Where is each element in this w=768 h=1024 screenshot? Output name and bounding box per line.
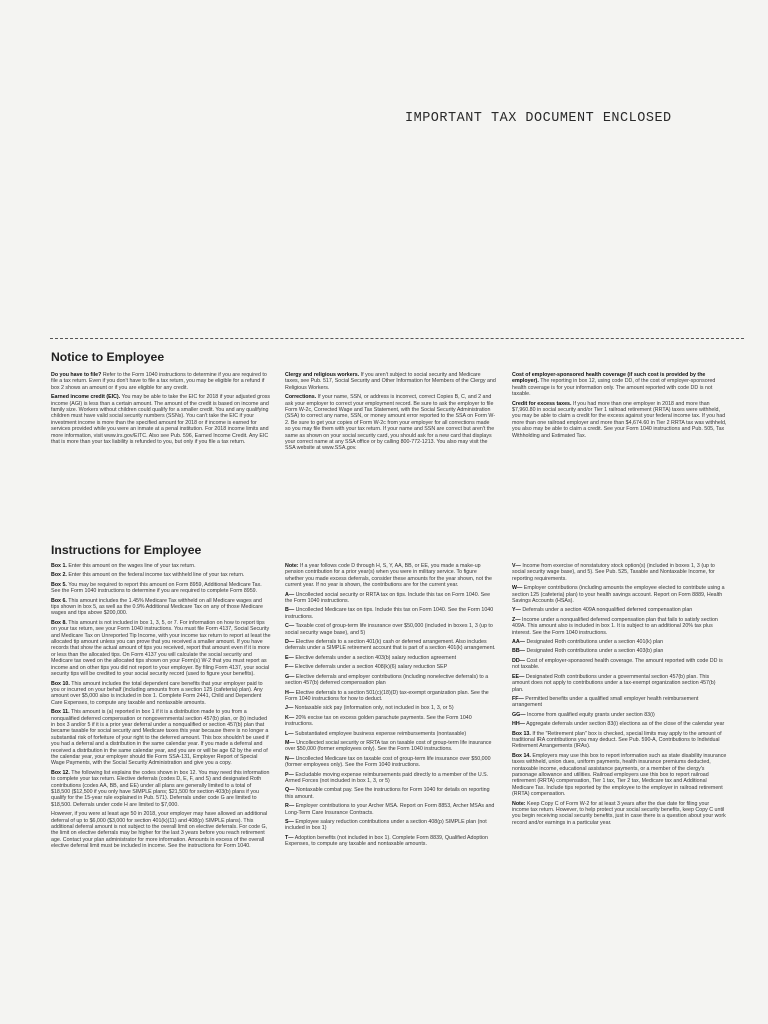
dashed-cut-line	[50, 338, 744, 339]
paragraph-text: Elective deferrals to a section 401(k) cash or deferred arrangement. Also includes deferrals under a SIMPLE retirement account that is part of a section 401(k) arrangement.	[285, 639, 496, 652]
paragraph	[512, 648, 727, 654]
paragraph	[512, 658, 727, 671]
paragraph	[51, 770, 271, 808]
paragraph	[512, 617, 727, 636]
paragraph-lead: Q—	[285, 787, 295, 794]
paragraph	[285, 705, 496, 711]
paragraph-text: Substantiated employee business expense reimbursements (nontaxable)	[295, 730, 467, 737]
paragraph-text: Adoption benefits (not included in box 1). Complete Form 8839, Qualified Adoption Expenses, to compute any taxable and nontaxable amounts.	[285, 834, 488, 848]
paragraph	[285, 835, 496, 848]
paragraph-text: Employers may use this box to report information such as state disability insurance taxes withheld, union dues, uniform payments, health insurance premiums deducted, nontaxable income, educational assistance payments, or a member of the clergy's parsonage allowance and utilities. Railroad employers use this box to report railroad retirement (RRTA) compensation, Tier 1 tax, Tier 2 tax, Medicare tax and Additional Medicare Tax. Include tips reported by the employee to the employer in railroad retirement (RRTA) compensation.	[512, 752, 727, 798]
paragraph	[512, 639, 727, 645]
paragraph	[285, 394, 496, 452]
paragraph	[512, 372, 727, 398]
instructions-col-2	[285, 563, 496, 851]
paragraph-lead: D—	[285, 639, 295, 646]
paragraph-text: The reporting in box 12, using code DD, of the cost of employer-sponsored health coverage is for your information only. The amount reported with code DD is not taxable.	[512, 378, 716, 398]
paragraph	[285, 756, 496, 769]
paragraph-lead: W—	[512, 585, 523, 592]
paragraph-text: Nontaxable combat pay. See the instructions for Form 1040 for details on reporting this amount.	[285, 787, 490, 800]
paragraph	[285, 563, 496, 589]
paragraph-lead: Note:	[512, 800, 526, 807]
paragraph-lead: K—	[285, 714, 295, 721]
paragraph-lead: DD—	[512, 657, 525, 664]
paragraph	[285, 740, 496, 753]
notice-col-2	[285, 372, 496, 455]
paragraph-text: Nontaxable sick pay (information only, not included in box 1, 3, or 5)	[294, 705, 454, 712]
paragraph-text: This amount includes the 1.45% Medicare Tax withheld on all Medicare wages and tips shown in box 5, as well as the 0.9% Additional Medicare Tax on any of those Medicare wages and tips above $200,000.	[51, 597, 263, 617]
paragraph-text: Employer contributions to your Archer MSA. Report on Form 8853, Archer MSAs and Long-Term Care Insurance Contracts.	[285, 803, 495, 816]
paragraph	[512, 801, 727, 827]
paragraph-text: Designated Roth contributions under a governmental section 457(b) plan. This amount does not apply to contributions under a tax-exempt organization section 457(b) plan.	[512, 673, 716, 693]
paragraph	[512, 401, 727, 439]
paragraph-text: Uncollected Medicare tax on taxable cost of group-term life insurance over $50,000 (former employees only). See the Form 1040 instructions.	[285, 755, 491, 769]
paragraph-text: Refer to the Form 1040 instructions to determine if you are required to file a tax return. Even if you don't have to file a tax return, you may be eligible for a refund if box 2 shows an amount or if you are eligible for any credit.	[51, 372, 267, 391]
paragraph-lead: Box 13.	[512, 730, 531, 737]
paragraph-text: Elective deferrals to a section 501(c)(18)(D) tax-exempt organization plan. See the Form 1040 instructions for how to deduct.	[285, 689, 489, 702]
paragraph-text: Employee salary reduction contributions under a section 408(p) SIMPLE plan (not included in box 1)	[285, 819, 487, 832]
paragraph-lead: Box 1.	[51, 563, 67, 569]
paragraph-lead: V—	[512, 563, 521, 569]
paragraph	[285, 664, 496, 670]
paragraph	[285, 623, 496, 636]
paragraph-text: Income under a nonqualified deferred compensation plan that fails to satisfy section 409A. This amount also is included in box 1. It is subject to an additional 20% tax plus interest. See the Form 1040 instructions.	[512, 616, 718, 636]
paragraph-text: Elective deferrals under a section 408(k)(6) salary reduction SEP	[295, 664, 448, 671]
paragraph-lead: Earned income credit (EIC).	[51, 394, 121, 401]
paragraph	[285, 787, 496, 800]
paragraph-lead: R—	[285, 803, 295, 810]
instructions-title: Instructions for Employee	[51, 543, 202, 557]
paragraph	[285, 639, 496, 652]
paragraph	[51, 620, 271, 678]
paragraph	[51, 572, 271, 578]
paragraph	[285, 592, 496, 605]
paragraph	[285, 803, 496, 816]
paragraph-lead: P—	[285, 771, 294, 778]
paragraph	[51, 598, 271, 617]
paragraph	[285, 715, 496, 728]
paragraph-lead: M—	[285, 739, 295, 746]
paragraph-lead: EE—	[512, 673, 525, 680]
paragraph-lead: Credit for excess taxes.	[512, 400, 572, 407]
paragraph-lead: Box 2.	[51, 572, 67, 579]
paragraph-lead: Clergy and religious workers.	[285, 372, 360, 378]
paragraph-text: Keep Copy C of Form W-2 for at least 3 years after the due date for filing your income tax return. However, to help protect your social security benefits, keep Copy C until you begin receiving social security benefits, just in case there is a question about your work record and/or earnings in a particular year.	[512, 800, 726, 826]
paragraph	[512, 674, 727, 693]
paragraph-lead: J—	[285, 705, 294, 712]
paragraph-lead: G—	[285, 673, 295, 680]
paragraph	[51, 563, 271, 569]
paragraph-lead: Corrections.	[285, 394, 317, 401]
paragraph-lead: F—	[285, 664, 294, 671]
paragraph-text: Income from exercise of nonstatutory stock option(s) (included in boxes 1, 3 (up to social security wage base), and 5). See Pub. 525, Taxable and Nontaxable Income, for reporting requirements.	[512, 563, 715, 582]
paragraph	[51, 709, 271, 767]
paragraph	[512, 712, 727, 718]
paragraph-lead: C—	[285, 623, 295, 630]
important-document-header: IMPORTANT TAX DOCUMENT ENCLOSED	[405, 111, 672, 126]
paragraph-text: Income from qualified equity grants under section 83(i)	[527, 711, 655, 718]
paragraph	[285, 690, 496, 703]
paragraph	[51, 372, 271, 391]
paragraph-lead: T—	[285, 834, 294, 841]
instructions-col-1	[51, 563, 271, 853]
paragraph	[285, 772, 496, 785]
paragraph-lead: Box 6.	[51, 597, 67, 604]
paragraph-lead: Y—	[512, 607, 521, 614]
paragraph-lead: N—	[285, 755, 295, 762]
paragraph-text: This amount is not included in box 1, 3, 5, or 7. For information on how to report tips on your tax return, see your Form 1040 instructions. You must file Form 4137, Social Security and Medicare Tax on Unreported Tip Income, with your income tax return to report at least the allocated tip amount unless you can prove that you received a smaller amount. If you have records that show the actual amount of tips you received, report that amount even if it is more or less than the allocated tips. On Form 4137 you will calculate the social security and Medicare tax owed on the allocated tips shown on your Form(s) W-2 that you must report as income and on other tips you did not report to your employer. By filing Form 4137, your social security tips will be credited to your social security record (used to figure your benefits).	[51, 619, 271, 678]
paragraph-lead: Box 14.	[512, 752, 531, 759]
paragraph-text: You may be able to take the EIC for 2018 if your adjusted gross income (AGI) is less than a certain amount. The amount of the credit is based on income and family size. Workers without children could qualify for a smaller credit. You and any qualifying children must have valid social security numbers (SSNs). You can't take the EIC if your investment income is more than the specified amount for 2018 or if income is earned for services provided while you were an inmate at a penal institution. For 2018 income limits and more information, visit www.irs.gov/EITC. Also see Pub. 596, Earned Income Credit. Any EIC that is more than your tax liability is refunded to you, but only if you file a tax return.	[51, 394, 271, 446]
paragraph	[285, 607, 496, 620]
paragraph-text: If the "Retirement plan" box is checked, special limits may apply to the amount of traditional IRA contributions you may deduct. See Pub. 590-A, Contributions to Individual Retirement Arrangements (IRAs).	[512, 730, 722, 750]
paragraph	[512, 696, 727, 709]
paragraph-text: Permitted benefits under a qualified small employer health reimbursement arrangement	[512, 695, 699, 709]
paragraph-text: Elective deferrals under a section 403(b) salary reduction agreement	[295, 654, 457, 661]
paragraph-text: However, if you were at least age 50 in 2018, your employer may have allowed an additional deferral of up to $6,000 ($3,000 for section 401(k)(11) and 408(p) SIMPLE plans). This additional deferral amount is not subject to the overall limit on elective deferrals. For code G, the limit on elective deferrals may be higher for the last 3 years before you reach retirement age. Contact your plan administrator for more information. Amounts in excess of the overall elective deferral limit must be included in income. See the instructions for Form 1040.	[51, 811, 268, 850]
paragraph	[285, 372, 496, 391]
paragraph-lead: Do you have to file?	[51, 372, 102, 378]
paragraph-lead: A—	[285, 591, 295, 598]
paragraph	[285, 819, 496, 832]
paragraph-lead: AA—	[512, 639, 525, 646]
paragraph	[51, 681, 271, 707]
paragraph-text: Enter this amount on the wages line of your tax return.	[68, 563, 196, 569]
paragraph-lead: S—	[285, 819, 294, 825]
paragraph-lead: BB—	[512, 648, 525, 655]
paragraph-lead: H—	[285, 689, 295, 696]
paragraph-text: Elective deferrals and employer contributions (including nonelective deferrals) to a section 457(b) deferred compensation plan	[285, 673, 489, 687]
instructions-col-3	[512, 563, 727, 829]
paragraph-lead: Box 8.	[51, 619, 67, 626]
paragraph-text: Designated Roth contributions under a section 401(k) plan	[526, 639, 664, 646]
paragraph	[51, 394, 271, 445]
paragraph	[512, 607, 727, 613]
paragraph-lead: Box 5.	[51, 581, 67, 588]
paragraph	[285, 655, 496, 661]
paragraph	[512, 721, 727, 727]
paragraph-lead: FF—	[512, 695, 524, 702]
notice-col-3	[512, 372, 727, 442]
paragraph-lead: B—	[285, 607, 295, 614]
paragraph-lead: GG—	[512, 711, 526, 718]
paragraph	[285, 674, 496, 687]
paragraph	[512, 731, 727, 750]
paragraph-text: Deferrals under a section 409A nonqualified deferred compensation plan	[522, 607, 693, 614]
paragraph-text: Taxable cost of group-term life insurance over $50,000 (included in boxes 1, 3 (up to social security wage base), and 5)	[285, 623, 493, 636]
paragraph-text: Aggregate deferrals under section 83(i) elections as of the close of the calendar year	[526, 721, 725, 728]
notice-col-1	[51, 372, 271, 448]
paragraph-text: 20% excise tax on excess golden parachute payments. See the Form 1040 instructions.	[285, 714, 472, 728]
paragraph-text: Uncollected social security or RRTA tax on tips. Include this tax on Form 1040. See the Form 1040 instructions.	[285, 591, 491, 605]
paragraph	[512, 753, 727, 798]
paragraph	[51, 811, 271, 849]
paragraph-lead: E—	[285, 654, 294, 661]
paragraph-text: If a year follows code D through H, S, Y, AA, BB, or EE, you made a make-up pension contribution for a prior year(s) when you were in military service. To figure whether you made excess deferrals, consider these amounts for the year shown, not the current year. If no year is shown, the contributions are for the current year.	[285, 563, 492, 589]
paragraph-text: You may be required to report this amount on Form 8959, Additional Medicare Tax. See the Form 1040 instructions to determine if you are required to complete Form 8959.	[51, 581, 262, 595]
notice-title: Notice to Employee	[51, 350, 165, 364]
paragraph-text: Designated Roth contributions under a section 403(b) plan	[526, 648, 664, 655]
paragraph	[512, 585, 727, 604]
paragraph-lead: Cost of employer-sponsored health coverage (if such cost is provided by the employer).	[512, 372, 706, 385]
paragraph-text: Uncollected social security or RRTA tax on taxable cost of group-term life insurance over $50,000 (former employees only). See the Form 1040 instructions.	[285, 739, 492, 753]
paragraph-lead: Z—	[512, 616, 521, 623]
paragraph-text: If you had more than one employer in 2018 and more than $7,960.80 in social security and/or Tier 1 railroad retirement (RRTA) taxes were withheld, you may be able to claim a credit for the excess against your federal income tax. If you had more than one railroad employer and more than $4,674.60 in Tier 2 RRTA tax was withheld, you also may be able to claim a credit. See your Form 1040 instructions and Pub. 505, Tax Withholding and Estimated Tax.	[512, 400, 727, 439]
paragraph-lead: Box 12.	[51, 769, 70, 776]
paragraph-lead: L—	[285, 730, 294, 737]
paragraph-lead: Box 10.	[51, 680, 70, 687]
paragraph-lead: Box 11.	[51, 709, 70, 716]
paragraph-text: The following list explains the codes shown in box 12. You may need this information to complete your tax return. Elective deferrals (codes D, E, F, and S) and designated Roth contributions (codes AA, BB, and EE) under all plans are generally limited to a total of $18,500 ($12,500 if you only have SIMPLE plans; $21,500 for section 403(b) plans if you qualify for the 15-year rule explained in Pub. 571). Deferrals under code G are limited to $18,500. Deferrals under code H are limited to $7,000.	[51, 769, 270, 808]
paragraph-text: Excludable moving expense reimbursements paid directly to a member of the U.S. Armed Forces (not included in box 1, 3, or 5)	[285, 771, 489, 784]
paragraph-text: If you aren't subject to social security and Medicare taxes, see Pub. 517, Social Security and Other Information for Members of the Clergy and Religious Workers.	[285, 372, 496, 391]
paragraph-text: Uncollected Medicare tax on tips. Include this tax on Form 1040. See the Form 1040 instructions.	[285, 607, 494, 620]
paragraph-text: If your name, SSN, or address is incorrect, correct Copies B, C, and 2 and ask your employer to correct your employment record. Be sure to ask the employer to file Form W-2c, Corrected Wage and Tax Statement, with the Social Security Administration (SSA) to correct any name, SSN, or money amount error reported to the SSA on Form W-2. Be sure to get your copies of Form W-2c from your employer for all corrections made so you may file them with your tax return. If your name and SSN are correct but aren't the same as shown on your social security card, you should ask for a new card that displays your correct name at any SSA office or by calling 800-772-1213. You also may visit the SSA website at www.SSA.gov.	[285, 394, 496, 452]
paragraph	[51, 582, 271, 595]
paragraph-text: Cost of employer-sponsored health coverage. The amount reported with code DD is not taxable.	[512, 657, 723, 671]
paragraph	[285, 731, 496, 737]
paragraph	[512, 563, 727, 582]
paragraph-text: This amount is (a) reported in box 1 if it is a distribution made to you from a nonqualified deferred compensation or nongovernmental section 457(b) plan, or (b) included in box 3 and/or 5 if it is a prior year deferral under a nonqualified or section 457(b) plan that became taxable for social security and Medicare taxes this year because there is no longer a substantial risk of forfeiture of your right to the deferred amount. This box shouldn't be used if you had a deferral and a distribution in the same calendar year. If you made a deferral and received a distribution in the same calendar year, and you are or will be age 62 by the end of the calendar year, your employer should file Form SSA-131, Employer Report of Special Wage Payments, with the Social Security Administration and give you a copy.	[51, 709, 269, 767]
paragraph-lead: Note:	[285, 563, 299, 569]
paragraph-text: This amount includes the total dependent care benefits that your employer paid to you or incurred on your behalf (including amounts from a section 125 (cafeteria) plan). Any amount over $5,000 also is included in box 1. Complete Form 2441, Child and Dependent Care Expenses, to compute any taxable and nontaxable amounts.	[51, 680, 263, 706]
paragraph-text: Enter this amount on the federal income tax withheld line of your tax return.	[68, 572, 245, 579]
paragraph-lead: HH—	[512, 721, 525, 728]
paragraph-text: Employer contributions (including amounts the employee elected to contribute using a section 125 (cafeteria) plan) to your health savings account. Report on Form 8889, Health Savings Accounts (HSAs).	[512, 585, 725, 605]
